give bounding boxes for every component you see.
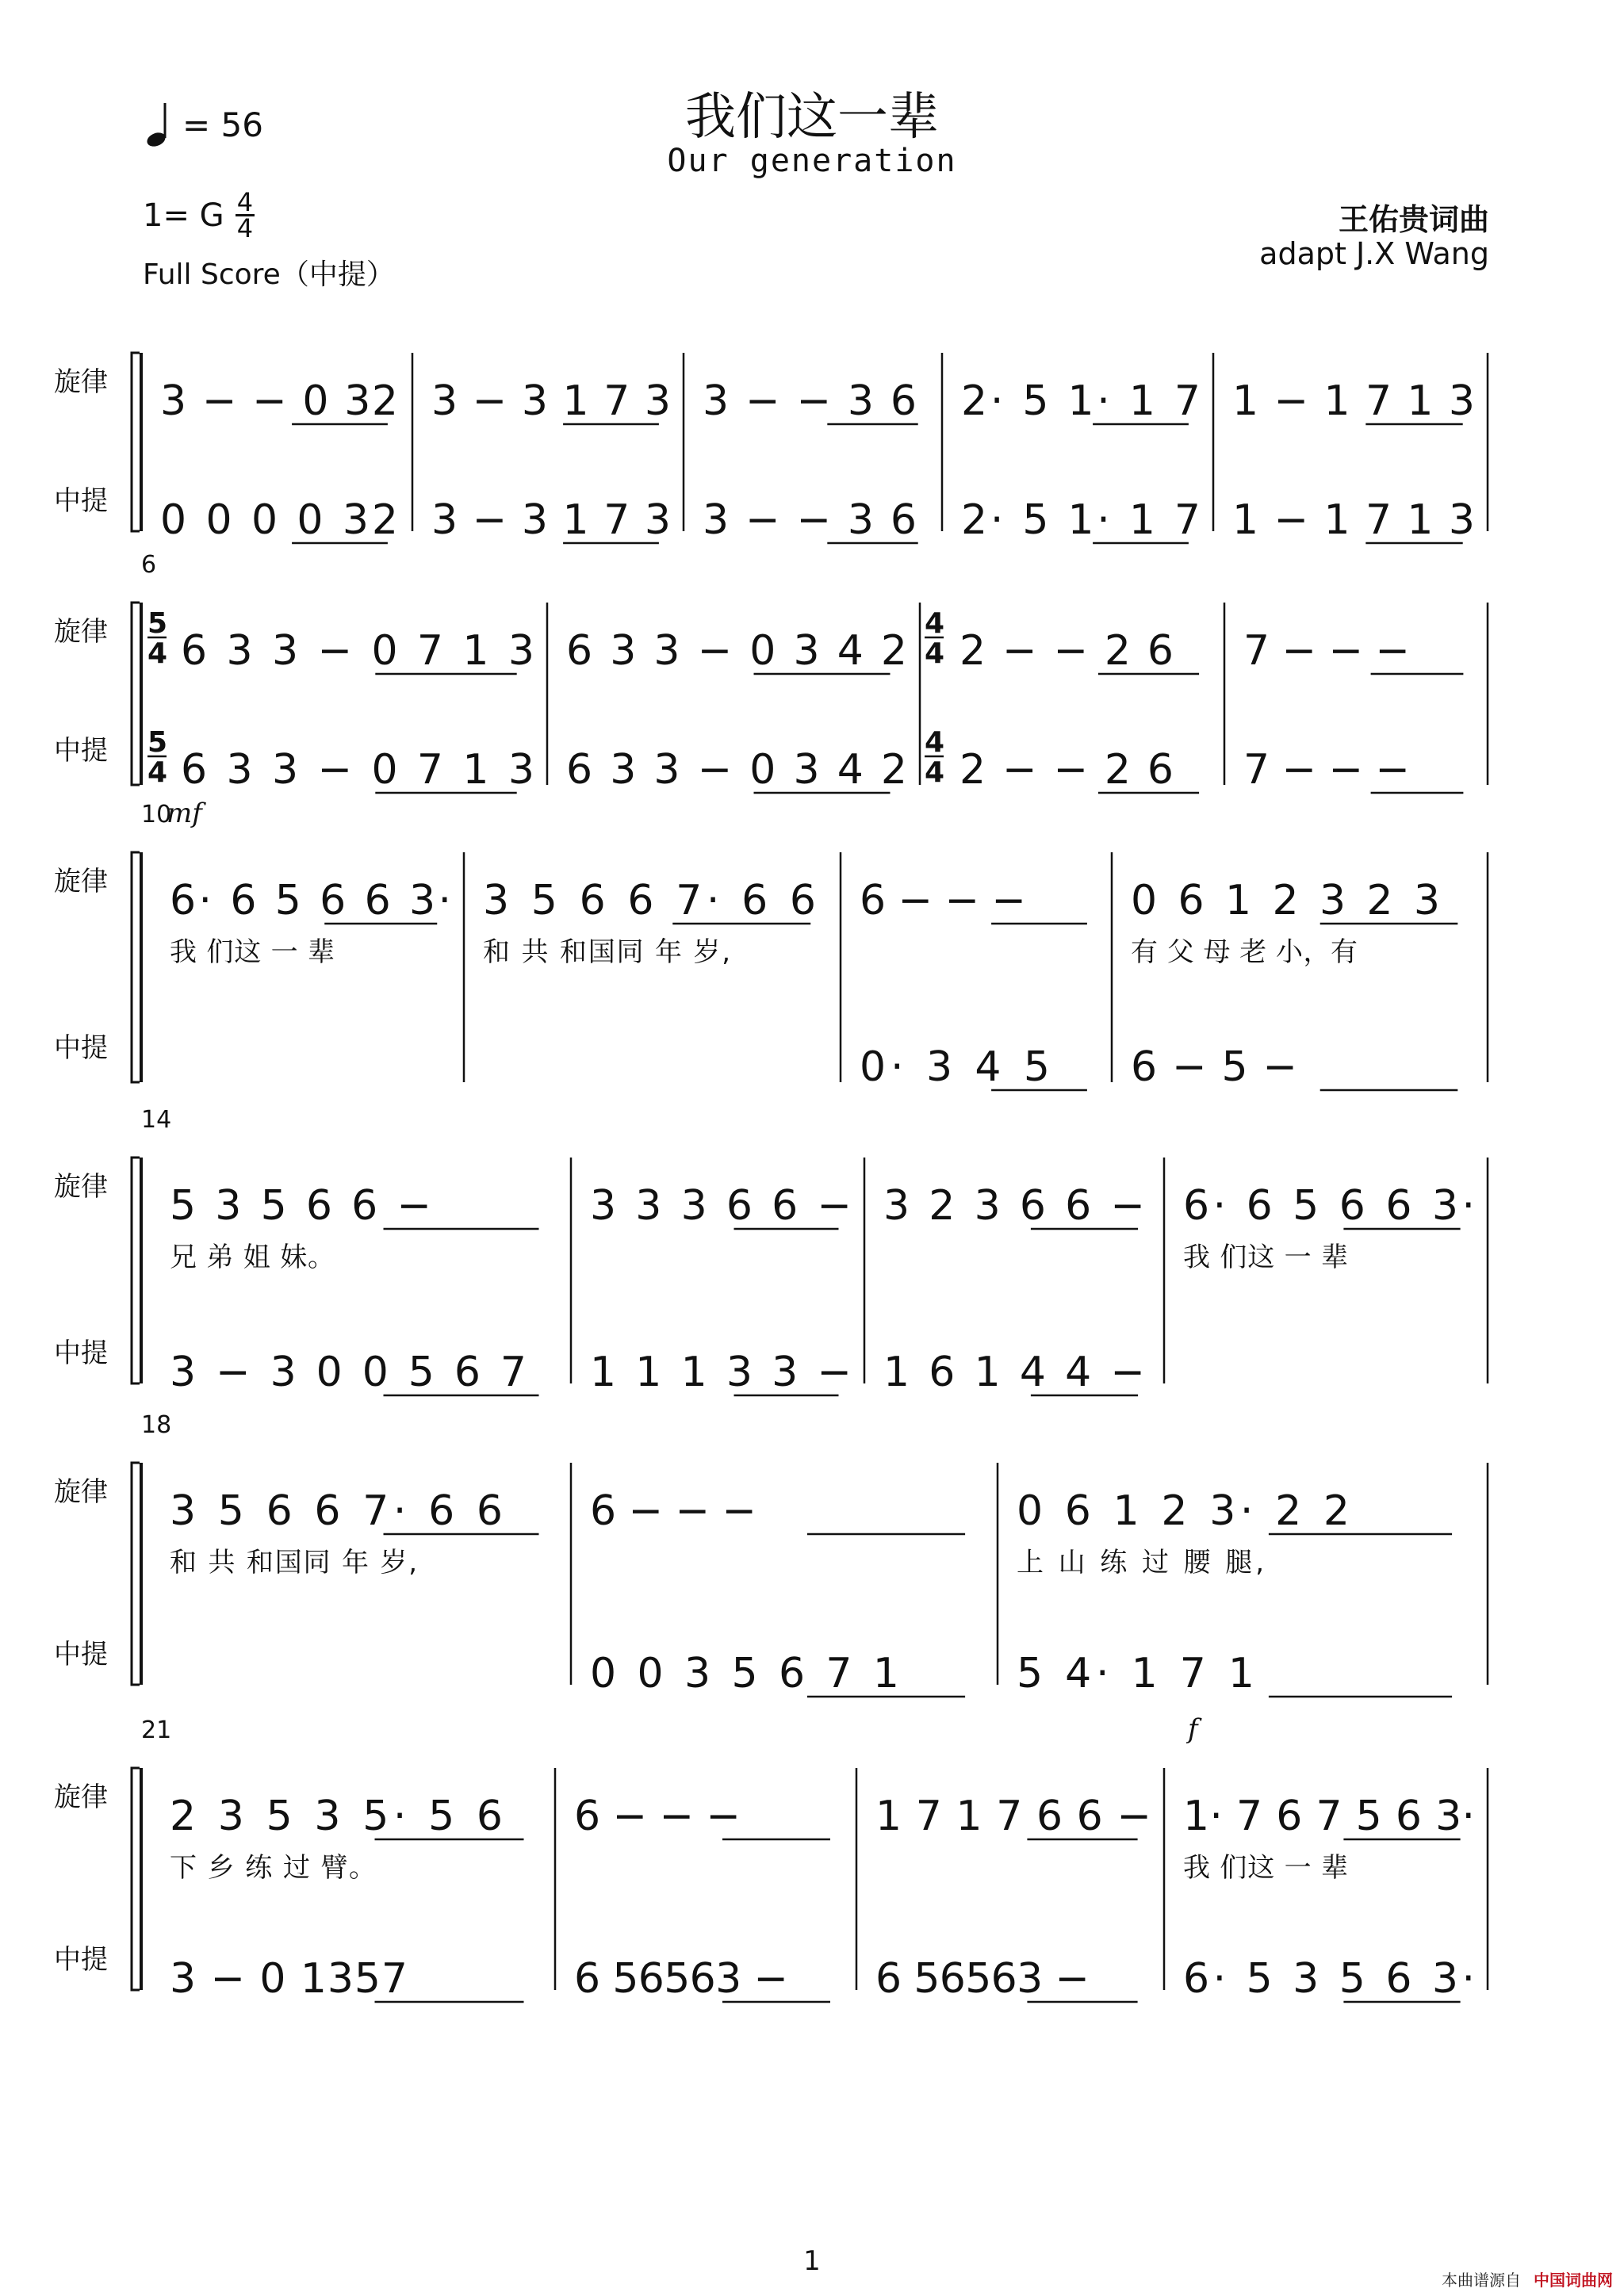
composer: 王佑贵词曲 xyxy=(1338,201,1489,237)
melody-notes: 6· 6 5 6 6 3· xyxy=(1183,1182,1475,1230)
melody-notes: 6 − − − xyxy=(574,1793,741,1840)
time-sig-top: 5 xyxy=(147,607,168,640)
melody-notes: 2· 5 1· 1 7 xyxy=(961,377,1201,425)
song-title: 我们这一辈 xyxy=(685,88,939,147)
melody-notes: 3 − − 3 6 xyxy=(703,377,917,425)
viola-notes: 7 − − − xyxy=(1243,746,1410,794)
melody-notes: 3 3 3 6 6 − xyxy=(590,1182,852,1230)
score-label: Full Score（中提） xyxy=(143,258,395,291)
melody-notes: 3 5 6 6 7· 6 6 xyxy=(483,877,816,924)
time-sig-bottom: 4 xyxy=(147,756,168,789)
measure-number: 10 xyxy=(141,801,172,828)
viola-notes: 1 − 1 7 1 3 xyxy=(1232,496,1475,544)
lyrics: 兄 弟 姐 妹。 xyxy=(170,1242,335,1273)
melody-notes: 2 − − 2 6 xyxy=(959,627,1174,675)
viola-notes: 3 − − 3 6 xyxy=(703,496,917,544)
viola-notes: 0· 3 4 5 xyxy=(860,1043,1050,1091)
staff-label-melody: 旋律 xyxy=(54,1476,108,1508)
viola-notes: 5 4· 1 7 1 xyxy=(1017,1650,1254,1697)
melody-notes: 1 − 1 7 1 3 xyxy=(1232,377,1475,425)
viola-notes: 1 6 1 4 4 − xyxy=(883,1349,1145,1396)
melody-notes: 1· 7 6 7 5 6 3· xyxy=(1183,1793,1475,1840)
song-subtitle: Our generation xyxy=(667,143,957,179)
source-label: 本曲谱源自 xyxy=(1442,2271,1521,2290)
viola-notes: 1 1 1 3 3 − xyxy=(590,1349,852,1396)
melody-notes: 3 5 6 6 7· 6 6 xyxy=(170,1487,503,1535)
page-number: 1 xyxy=(803,2245,821,2277)
staff-label-melody: 旋律 xyxy=(54,366,108,398)
melody-notes: 3 − 3 1 7 3 xyxy=(431,377,671,425)
lyrics: 我 们这 一 辈 xyxy=(170,936,335,968)
viola-notes: 0 0 3 5 6 7 1 xyxy=(590,1650,899,1697)
viola-notes: 6 − 5 − xyxy=(1131,1043,1297,1091)
system-bracket xyxy=(132,1768,140,1990)
melody-notes: 6 3 3 − 0 7 1 3 xyxy=(181,627,534,675)
lyrics: 我 们这 一 辈 xyxy=(1183,1852,1348,1884)
time-top: 4 xyxy=(236,187,254,217)
staff-label-viola: 中提 xyxy=(54,1032,108,1064)
staff-label-viola: 中提 xyxy=(54,1337,108,1369)
time-sig-top: 4 xyxy=(925,726,945,759)
system-bracket xyxy=(132,353,140,531)
source-credit xyxy=(1442,2267,1613,2290)
melody-notes: 5 3 5 6 6 − xyxy=(170,1182,431,1230)
system-bracket xyxy=(132,1463,140,1685)
staff-label-viola: 中提 xyxy=(54,735,108,767)
lyrics: 和 共 和国同 年 岁, xyxy=(170,1547,417,1578)
melody-notes: 1 7 1 7 6 6 − xyxy=(875,1793,1151,1840)
time-sig-bottom: 4 xyxy=(925,637,945,670)
staff-label-melody: 旋律 xyxy=(54,616,108,648)
melody-notes: 6 − − − xyxy=(590,1487,756,1535)
viola-notes: 2· 5 1· 1 7 xyxy=(961,496,1201,544)
melody-notes: 6 − − − xyxy=(860,877,1026,924)
time-sig-top: 4 xyxy=(925,607,945,640)
viola-notes: 2 − − 2 6 xyxy=(959,746,1174,794)
dynamic-marking: f xyxy=(1188,1713,1198,1745)
lyrics: 我 们这 一 辈 xyxy=(1183,1242,1348,1273)
site-name[interactable]: 中国词曲网 xyxy=(1534,2271,1613,2290)
viola-notes: 6· 5 3 5 6 3· xyxy=(1183,1955,1475,2003)
time-sig-top: 5 xyxy=(147,726,168,759)
dynamic-marking: mf xyxy=(167,798,202,829)
staff-label-viola: 中提 xyxy=(54,485,108,517)
lyrics: 下 乡 练 过 臂。 xyxy=(170,1852,376,1884)
melody-notes: 0 6 1 2 3 2 3 xyxy=(1131,877,1440,924)
time-sig-bottom: 4 xyxy=(147,637,168,670)
tempo-value: = 56 xyxy=(182,105,263,144)
lyrics: 上 山 练 过 腰 腿, xyxy=(1017,1547,1264,1578)
viola-notes: 6 3 3 − 0 7 1 3 xyxy=(181,746,534,794)
melody-notes: 0 6 1 2 3· 2 2 xyxy=(1017,1487,1350,1535)
measure-number: 14 xyxy=(141,1106,172,1134)
melody-notes: 6 3 3 − 0 3 4 2 xyxy=(566,627,907,675)
adapter: adapt J.X Wang xyxy=(1259,236,1489,271)
time-sig-bottom: 4 xyxy=(925,756,945,789)
melody-notes: 7 − − − xyxy=(1243,627,1410,675)
lyrics: 有 父 母 老 小，有 xyxy=(1131,936,1358,968)
viola-notes: 6 56563 − xyxy=(574,1955,788,2003)
viola-notes: 3 − 0 1357 xyxy=(170,1955,408,2003)
viola-notes: 3 − 3 0 0 5 6 7 xyxy=(170,1349,527,1396)
melody-notes: 3 2 3 6 6 − xyxy=(883,1182,1145,1230)
viola-notes: 6 3 3 − 0 3 4 2 xyxy=(566,746,907,794)
system-bracket xyxy=(132,1158,140,1383)
viola-notes: 0 0 0 0 32 xyxy=(160,496,398,544)
staff-label-viola: 中提 xyxy=(54,1944,108,1976)
lyrics: 和 共 和国同 年 岁, xyxy=(483,936,730,968)
measure-number: 18 xyxy=(141,1411,172,1439)
system-bracket xyxy=(132,852,140,1082)
staff-label-viola: 中提 xyxy=(54,1639,108,1670)
measure-number: 6 xyxy=(141,551,157,579)
viola-notes: 6 56563 − xyxy=(875,1955,1090,2003)
melody-notes: 3 − − 0 32 xyxy=(160,377,398,425)
viola-notes: 3 − 3 1 7 3 xyxy=(431,496,671,544)
staff-label-melody: 旋律 xyxy=(54,866,108,897)
key-label: 1= G xyxy=(143,197,224,234)
staff-label-melody: 旋律 xyxy=(54,1171,108,1203)
measure-number: 21 xyxy=(141,1716,172,1744)
system-bracket xyxy=(132,603,140,785)
melody-notes: 6· 6 5 6 6 3· xyxy=(170,877,451,924)
melody-notes: 2 3 5 3 5· 5 6 xyxy=(170,1793,503,1840)
time-bottom: 4 xyxy=(236,213,254,243)
staff-label-melody: 旋律 xyxy=(54,1781,108,1813)
